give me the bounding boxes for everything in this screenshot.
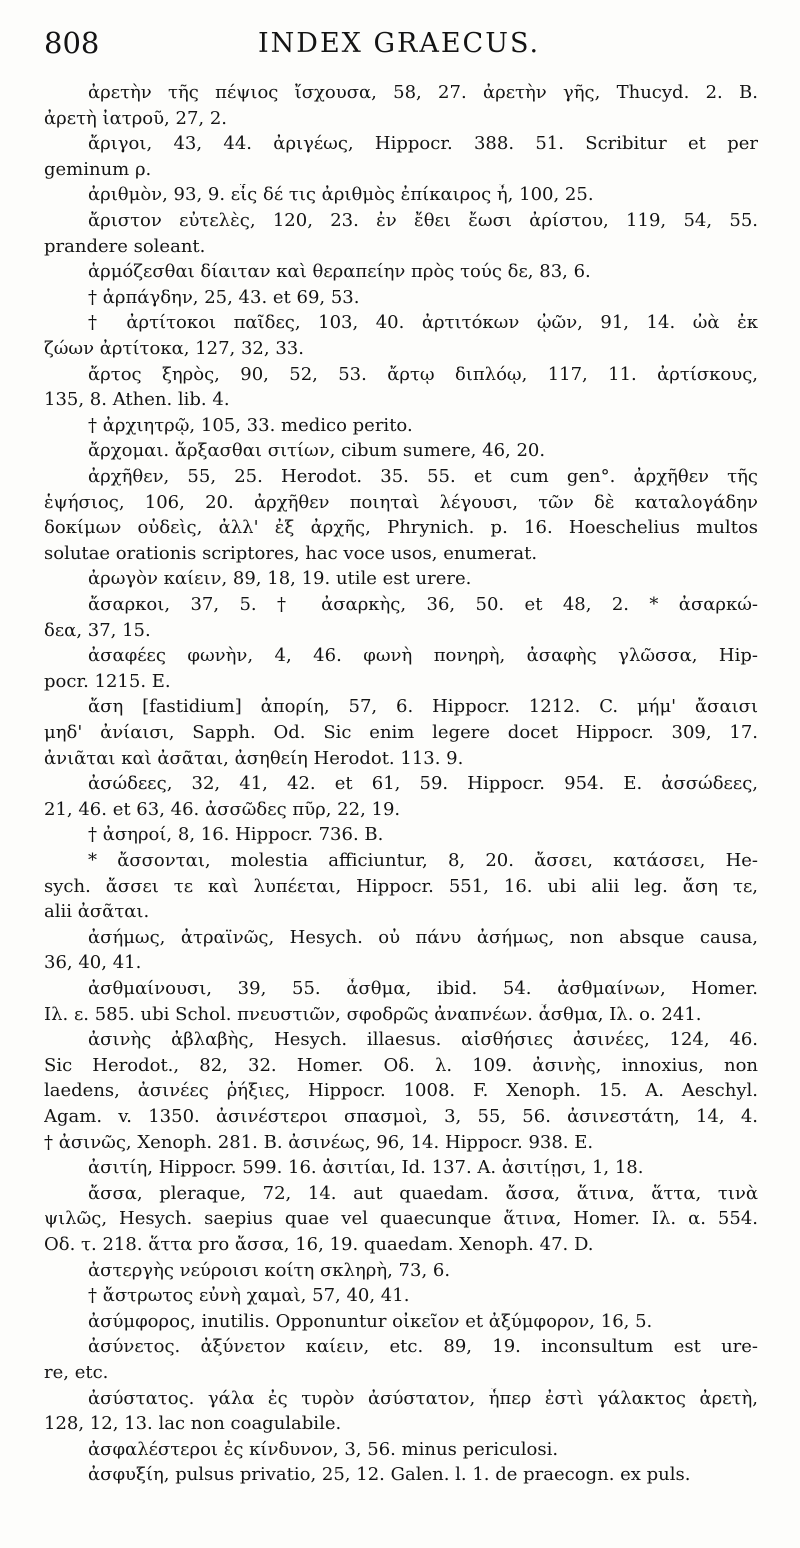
index-line: ἀρωγὸν καίειν, 89, 18, 19. utile est urere. (88, 568, 472, 590)
index-line: ἀσύστατος. γάλα ἐς τυρὸν ἀσύστατον, ἧπερ ἐστὶ γάλακτος ἀρετὴ, (88, 1387, 758, 1409)
index-line: laedens, ἀσινέες ῥήξιες, Hippocr. 1008. F. Xenoph. 15. A. Aeschyl. (44, 1080, 758, 1102)
index-line: geminum ρ. (44, 158, 152, 180)
index-line: ἀρετὴν τῆς πέψιος ἴσχουσα, 58, 27. ἀρετὴν γῆς, Thucyd. 2. B. (88, 82, 758, 103)
index-line: 128, 12, 13. lac non coagulabile. (44, 1413, 342, 1435)
index-line: ἀσύμφορος, inutilis. Opponuntur οἰκεῖον et ἀξύμφορον, 16, 5. (88, 1310, 653, 1332)
index-line: Ιλ. ε. 585. ubi Schol. πνευστιῶν, σφοδρῶς ἀναπνέων. ἆσθμα, Ιλ. ο. 241. (44, 1003, 702, 1025)
running-title: INDEX GRAECUS. (258, 28, 541, 59)
index-line: ἄρχομαι. ἄρξασθαι σιτίων, cibum sumere, 46, 20. (88, 440, 546, 462)
index-line: ἄριστον εὐτελὲς, 120, 23. ἐν ἔθει ἔωσι ἀρίστου, 119, 54, 55. (88, 210, 758, 231)
index-line: † ἀσηροί, 8, 16. Hippocr. 736. B. (88, 824, 384, 846)
index-line: μηδ' ἀνίαισι, Sapph. Od. Sic enim legere docet Hippocr. 309, 17. (44, 722, 758, 743)
index-line: ἀσφαλέστεροι ἐς κίνδυνον, 3, 56. minus periculosi. (88, 1438, 559, 1460)
index-line: ἀριθμὸν, 93, 9. εἶς δέ τις ἀριθμὸς ἐπίκαιρος ἦ, 100, 25. (88, 184, 594, 206)
index-line: ἁρμόζεσθαι δίαιταν καὶ θεραπείην πρὸς τούς δε, 83, 6. (88, 261, 591, 283)
index-line: * ἄσσονται, molestia afficiuntur, 8, 20. ἄσσει, κατάσσει, He- (88, 850, 758, 871)
index-line: δεα, 37, 15. (44, 619, 151, 641)
index-line: 135, 8. Athen. lib. 4. (44, 389, 230, 411)
index-line: ἀσφυξίη, pulsus privatio, 25, 12. Galen. l. 1. de praecogn. ex puls. (88, 1464, 691, 1486)
index-line: ζώων ἀρτίτοκα, 127, 32, 33. (44, 338, 304, 359)
index-line: Agam. v. 1350. ἀσινέστεροι σπασμοὶ, 3, 55, 56. ἀσινεστάτη, 14, 4. (44, 1106, 758, 1127)
index-line: ἀσαφέες φωνὴν, 4, 46. φωνὴ πονηρὴ, ἀσαφὴς γλῶσσα, Hip- (88, 645, 758, 667)
index-line: † ἁρπάγδην, 25, 43. et 69, 53. (88, 286, 360, 308)
index-line: alii ἀσᾶται. (44, 901, 150, 923)
index-line: Sic Herodot., 82, 32. Homer. Οδ. λ. 109. ἀσινὴς, innoxius, non (44, 1054, 758, 1076)
index-line: † ἀρτίτοκοι παῖδες, 103, 40. ἀρτιτόκων ᾠῶν, 91, 14. ὠὰ ἐκ (88, 312, 758, 334)
index-line: 36, 40, 41. (44, 952, 142, 974)
index-line: δοκίμων οὐδεὶς, ἀλλ' ἐξ ἀρχῆς, Phrynich. p. 16. Hoeschelius multos (44, 517, 758, 539)
index-line: ἑψήσιος, 106, 20. ἀρχῆθεν ποιηταὶ λέγουσι, τῶν δὲ καταλογάδην (44, 491, 758, 513)
index-line: ἀστεργὴς νεύροισι κοίτη σκληρὴ, 73, 6. (88, 1259, 451, 1281)
index-line: Οδ. τ. 218. ἅττα pro ἄσσα, 16, 19. quaedam. Xenoph. 47. D. (44, 1234, 594, 1255)
index-line: ἀσώδεες, 32, 41, 42. et 61, 59. Hippocr. 954. E. ἀσσώδεες, (88, 773, 758, 795)
page-number: 808 (44, 26, 100, 60)
index-line: † ἀρχιητρῷ, 105, 33. medico perito. (88, 414, 413, 436)
index-line: prandere soleant. (44, 235, 206, 257)
index-line: † ἀσινῶς, Xenoph. 281. B. ἀσινέως, 96, 14. Hippocr. 938. E. (44, 1131, 594, 1153)
index-line: ψιλῶς, Hesych. saepius quae vel quaecunque ἅτινα, Homer. Ιλ. α. 554. (44, 1208, 758, 1230)
index-line: ἀρετὴ ἰατροῦ, 27, 2. (44, 107, 228, 129)
index-line: ἀσήμως, ἀτραϊνῶς, Hesych. οὐ πάνυ ἀσήμως, non absque causa, (88, 926, 758, 948)
index-line: ἀρχῆθεν, 55, 25. Herodot. 35. 55. et cum gen°. ἀρχῆθεν τῆς (88, 466, 758, 487)
index-line: ἄριγοι, 43, 44. ἀριγέως, Hippocr. 388. 51. Scribitur et per (88, 133, 758, 155)
index-line: ἄρτος ξηρὸς, 90, 52, 53. ἄρτῳ διπλόῳ, 117, 11. ἀρτίσκους, (88, 363, 758, 385)
index-line: ἄσαρκοι, 37, 5. † ἀσαρκὴς, 36, 50. et 48, 2. * ἀσαρκώ- (88, 594, 758, 615)
index-line: ἄση [fastidium] ἀπορίη, 57, 6. Hippocr. 1212. C. μήμ' ἄσαισι (88, 696, 758, 718)
index-line: re, etc. (44, 1362, 109, 1383)
index-line: sych. ἄσσει τε καὶ λυπέεται, Hippocr. 551, 16. ubi alii leg. ἄση τε, (44, 875, 758, 897)
index-line: ἀσθμαίνουσι, 39, 55. ἆσθμα, ibid. 54. ἀσθμαίνων, Homer. (88, 978, 758, 999)
index-line: pocr. 1215. E. (44, 670, 171, 692)
page-header (0, 26, 800, 66)
index-line: ἀσύνετος. ἀξύνετον καίειν, etc. 89, 19. inconsultum est ure- (88, 1336, 758, 1358)
index-line: ἀνιᾶται καὶ ἀσᾶται, ἀσηθείη Herodot. 113. 9. (44, 747, 464, 769)
index-line: ἀσινὴς ἀβλαβὴς, Hesych. illaesus. αἰσθήσιες ἀσινέες, 124, 46. (88, 1029, 758, 1051)
index-line: ἀσιτίη, Hippocr. 599. 16. ἀσιτίαι, Id. 137. A. ἀσιτίῃσι, 1, 18. (88, 1157, 644, 1179)
index-line: 21, 46. et 63, 46. ἀσσῶδες πῦρ, 22, 19. (44, 798, 401, 820)
index-line: solutae orationis scriptores, hac voce usos, enumerat. (44, 542, 538, 564)
index-line: † ἄστρωτος εὐνὴ χαμαὶ, 57, 40, 41. (88, 1285, 410, 1307)
index-line: ἄσσα, pleraque, 72, 14. aut quaedam. ἄσσα, ἅτινα, ἅττα, τινὰ (88, 1182, 758, 1204)
